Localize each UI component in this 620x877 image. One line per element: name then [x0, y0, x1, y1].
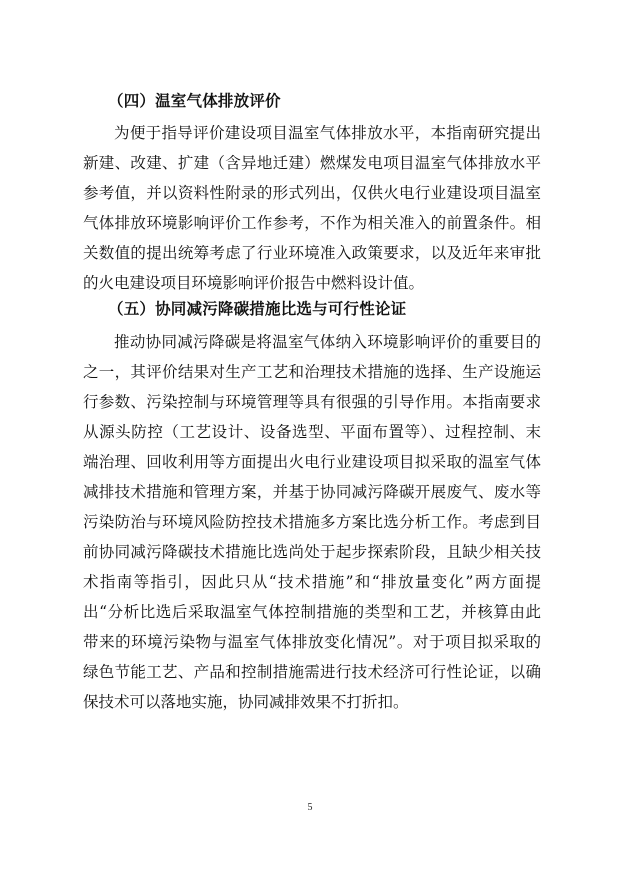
section-5-paragraph-line: 污染防治与环境风险防控技术措施多方案比选分析工作。考虑到目 — [83, 513, 541, 531]
section-5-paragraph-line: 绿色节能工艺、产品和控制措施需进行技术经济可行性论证，以确 — [83, 663, 541, 681]
section-5-paragraph-line: 行参数、污染控制与环境管理等具有很强的引导作用。本指南要求 — [83, 393, 541, 411]
section-5-paragraph-line: 术指南等指引，因此只从“技术措施”和“排放量变化”两方面提 — [83, 573, 541, 591]
section-5-paragraph-line: 之一，其评价结果对生产工艺和治理技术措施的选择、生产设施运 — [83, 363, 541, 381]
section-5-paragraph-line: 减排技术措施和管理方案，并基于协同减污降碳开展废气、废水等 — [83, 483, 541, 501]
section-4-paragraph-line: 为便于指导评价建设项目温室气体排放水平，本指南研究提出 — [114, 124, 541, 142]
section-4-paragraph-line: 新建、改建、扩建（含异地迁建）燃煤发电项目温室气体排放水平 — [83, 154, 541, 172]
page-number: 5 — [307, 802, 313, 813]
section-5-paragraph-line: 前协同减污降碳技术措施比选尚处于起步探索阶段，且缺少相关技 — [83, 543, 541, 561]
section-5-paragraph-line: 出“分析比选后采取温室气体控制措施的类型和工艺，并核算由此 — [83, 603, 541, 621]
section-5-paragraph-line: 推动协同减污降碳是将温室气体纳入环境影响评价的重要目的 — [114, 333, 541, 351]
section-4-paragraph-line: 参考值，并以资料性附录的形式列出，仅供火电行业建设项目温室 — [83, 184, 541, 202]
section-5-paragraph-line: 端治理、回收利用等方面提出火电行业建设项目拟采取的温室气体 — [83, 453, 541, 471]
section-5-paragraph-line: 从源头防控（工艺设计、设备选型、平面布置等）、过程控制、末 — [83, 423, 541, 441]
section-5-heading: （五）协同减污降碳措施比选与可行性论证 — [108, 300, 407, 318]
section-4-paragraph-line: 的火电建设项目环境影响评价报告中燃料设计值。 — [83, 274, 425, 292]
section-4-paragraph-line: 气体排放环境影响评价工作参考，不作为相关准入的前置条件。相 — [83, 214, 541, 232]
section-4-paragraph-line: 关数值的提出统筹考虑了行业环境准入政策要求，以及近年来审批 — [83, 244, 541, 262]
section-4-heading: （四）温室气体排放评价 — [108, 92, 281, 110]
section-5-paragraph-line: 保技术可以落地实施，协同减排效果不打折扣。 — [83, 693, 409, 711]
section-5-paragraph-line: 带来的环境污染物与温室气体排放变化情况”。对于项目拟采取的 — [83, 633, 541, 651]
